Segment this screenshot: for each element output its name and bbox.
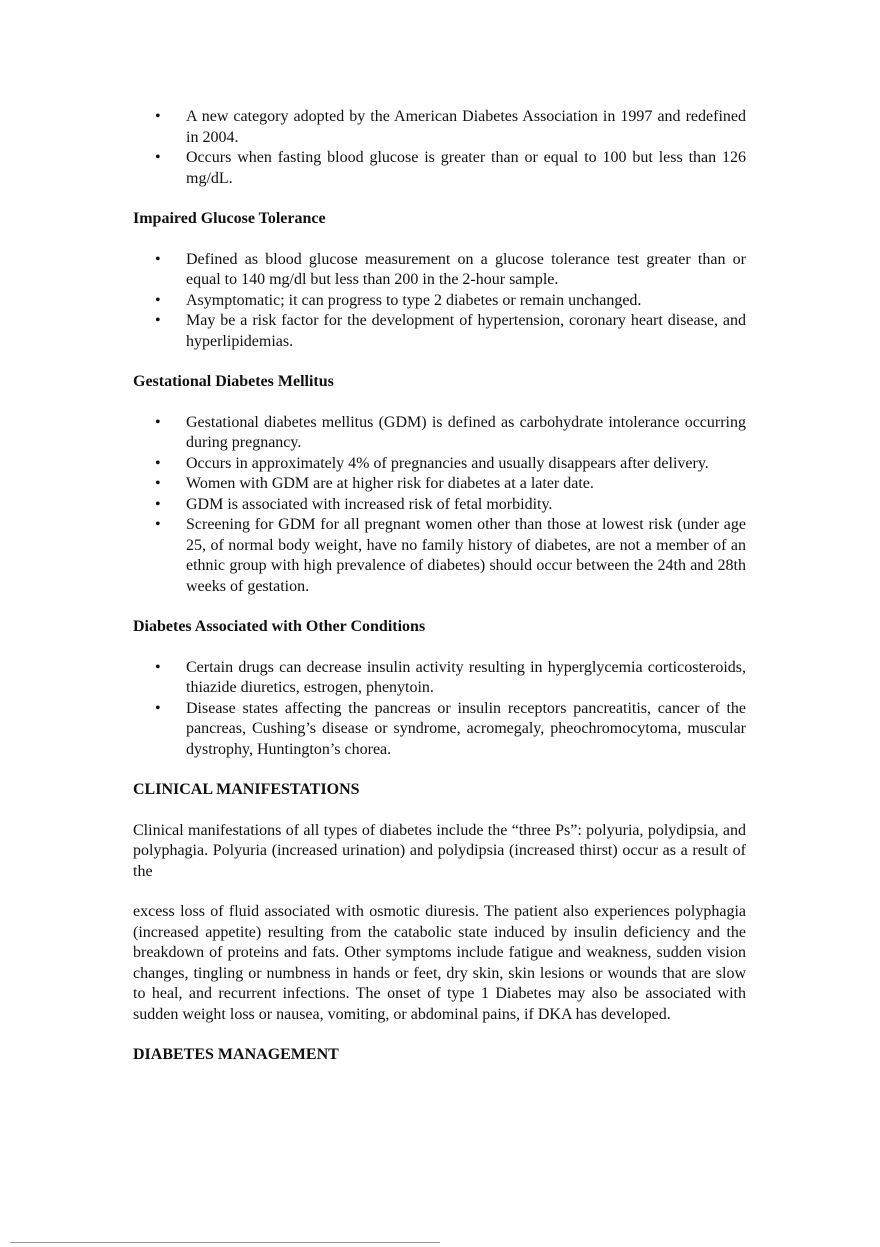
document-page [133,107,746,1066]
section-heading: Impaired Glucose Tolerance [133,210,326,227]
bullet-icon: • [155,495,161,513]
footnote-separator [10,1242,440,1243]
list-item: • Disease states affecting the pancreas or insulin receptors pancreatitis, cancer of the pancreas, Cushing’s disease or syndrome, acromegaly, pheochromocytoma, muscular dystrophy, Huntington’s chorea. [155,699,746,758]
bullet-icon: • [155,108,161,125]
bullet-icon: • [155,312,161,329]
clinical-paragraph-1: Clinical manifestations of all types of diabetes include the “three Ps”: polyuria, polydipsia, and polyphagia. Polyuria (increased urination) and polydipsia (increased thirst) occur as a result of the [133,821,746,880]
list-item: • May be a risk factor for the development of hypertension, coronary heart disease, and hyperlipidemias. [155,312,746,350]
bullet-icon: • [155,413,161,431]
clinical-paragraph-2: excess loss of fluid associated with osmotic diuresis. The patient also experiences polyphagia (increased appetite) resulting from the catabolic state induced by insulin deficiency and the breakdown of proteins and fats. Other symptoms include fatigue and weakness, sudden vision changes, tingling or numbness in hands or feet, dry skin, skin lesions or wounds that are slow to heal, and recurrent infections. The onset of type 1 Diabetes may also be associated with sudden weight loss or nausea, vomiting, or abdominal pains, if DKA has developed. [133,903,746,1023]
list-item: • Occurs when fasting blood glucose is greater than or equal to 100 but less than 126 mg/dL. [155,149,746,187]
bullet-icon: • [155,149,161,166]
bullet-icon: • [155,291,161,309]
management-heading: DIABETES MANAGEMENT [133,1046,339,1063]
bullet-list-gdm [133,413,746,598]
list-item: • A new category adopted by the American Diabetes Association in 1997 and redefined in 2004. [155,108,746,146]
bullet-icon: • [155,516,161,533]
list-item: • Women with GDM are at higher risk for diabetes at a later date. [133,474,746,495]
list-item: • Defined as blood glucose measurement on a glucose tolerance test greater than or equal to 140 mg/dl but less than 200 in the 2-hour sample. [155,250,746,288]
bullet-list-other [133,658,746,761]
list-item: • GDM is associated with increased risk of fetal morbidity. [133,495,746,516]
clinical-heading: CLINICAL MANIFESTATIONS [133,781,360,798]
bullet-icon: • [155,699,161,717]
list-item: • Asymptomatic; it can progress to type 2 diabetes or remain unchanged. [133,291,746,312]
bullet-icon: • [155,454,161,472]
bullet-list-ifg [133,107,746,189]
bullet-list-igt [133,250,746,353]
list-item: • Screening for GDM for all pregnant women other than those at lowest risk (under age 25, of normal body weight, have no family history of diabetes, are not a member of an ethnic group with high prevalence of diabetes) should occur between the 24th and 28th weeks of gestation. [155,516,746,595]
bullet-icon: • [155,475,161,492]
list-item: • Occurs in approximately 4% of pregnancies and usually disappears after delivery. [133,454,746,475]
list-item: • Certain drugs can decrease insulin activity resulting in hyperglycemia corticosteroids, thiazide diuretics, estrogen, phenytoin. [155,658,746,696]
section-heading: Diabetes Associated with Other Conditions [133,618,426,635]
list-item: • Gestational diabetes mellitus (GDM) is defined as carbohydrate intolerance occurring during pregnancy. [155,413,746,451]
section-heading: Gestational Diabetes Mellitus [133,373,334,390]
bullet-icon: • [155,250,161,268]
bullet-icon: • [155,658,161,676]
